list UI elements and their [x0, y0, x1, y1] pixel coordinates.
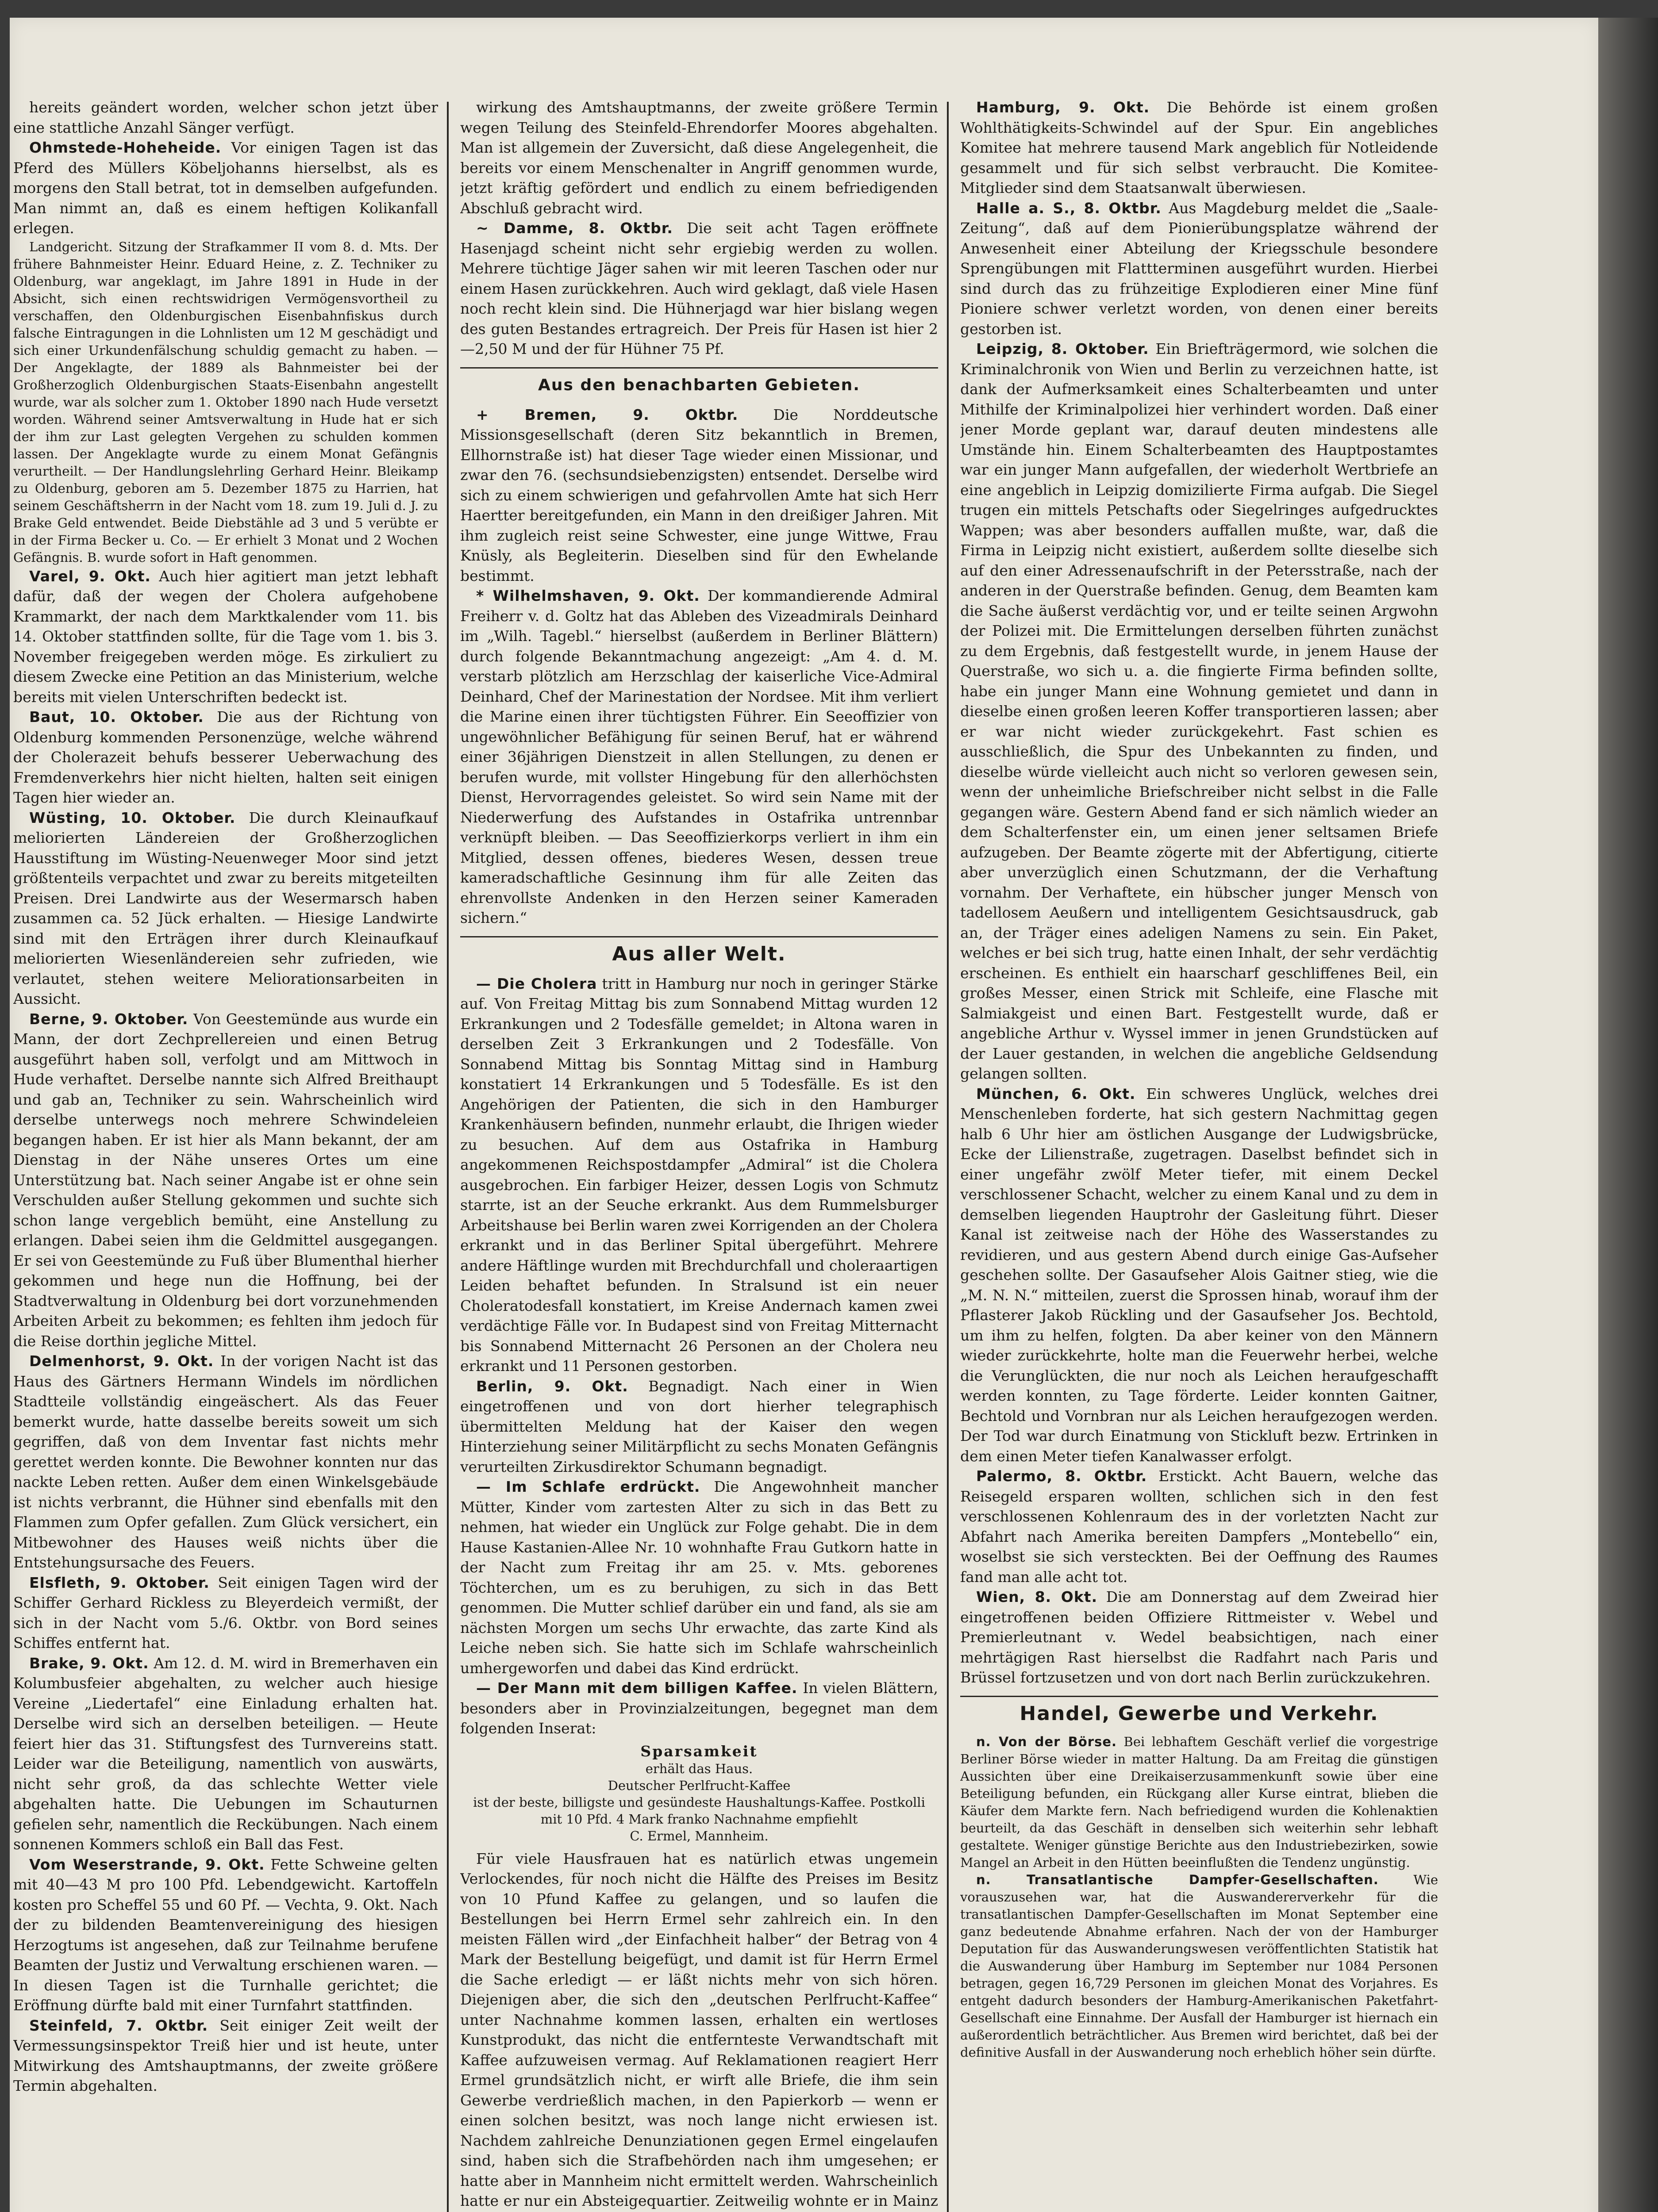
col1-article: Vom Weserstrande, 9. Okt. Fette Schweine gelten mit 40—43 M pro 100 Pfd. Lebendgewicht. Kartoffeln kosten pro Scheffel 55 und 60 Pf. — Vechta, 9. Okt. Nach der zu bildenden Beamtenvereinigung des hiesigen Herzogtums ist angesehen, daß zur Teilnahme berufene Beamten der Justiz und Verwaltung erschienen waren. — In diesen Tagen ist die Turnhalle gerichtet; die Eröffnung dürfte bald mit einer Turnfahrt stattfinden. — [13, 1855, 438, 2014]
col2-continued-text: Für viele Hausfrauen hat es natürlich etwas ungemein Verlockendes, für noch nicht die Hälfte des Preises im Besitz von 10 Pfund Kaffee zu gelangen, und so laufen die Bestellungen bei Herrn Ermel sehr zahlreich ein. In den meisten Fällen wird „der Einfachheit halber“ der Betrag von 4 Mark der Bestellung beigefügt, und damit ist für Herrn Ermel die Sache erledigt — er läßt nichts mehr von sich hören. Diejenigen aber, die sich den „deutschen Perlfrucht-Kaffee“ unter Nachnahme kommen lassen, erhalten ein wertloses Kunstprodukt, das nicht die entfernteste Verwandtschaft mit Kaffee aufzuweisen vermag. Auf Reklamationen reagiert Herr Ermel grundsätzlich nicht, er wirft alle Briefe, die ihm sein Gewerbe verdrießlich machen, in den Papierkorb — wenn er einen solchen besitzt, was noch lange nicht erwiesen ist. Nachdem zahlreiche Denunziationen gegen Ermel eingelaufen sind, haben sich die Strafbehörden nach ihm umgesehen; er hatte aber in Mannheim nicht ermittelt werden. Wahrscheinlich hatte er nur ein Absteigequartier. Zeitweilig wohnte er in Mainz — [460, 1850, 938, 2209]
ad-line: erhält das Haus. — [645, 1761, 753, 1776]
ad-title: Sparsamkeit — [640, 1742, 758, 1760]
ad-line: C. Ermel, Mannheim. — [630, 1828, 769, 1843]
col1-article: Steinfeld, 7. Oktbr. Seit einiger Zeit weilt der Vermessungsinspektor Treiß hier und ist heute, unter Mitwirkung des Amtshauptmanns, der zweite größere Termin abgehalten. — [13, 2016, 438, 2094]
col1-article: Delmenhorst, 9. Okt. In der vorigen Nacht ist das Haus des Gärtners Hermann Windels im nördlichen Stadtteile vollständig eingeäschert. Als das Feuer bemerkt wurde, hatte dasselbe bereits soweit um sich gegriffen, daß von dem Inventar fast nichts mehr gerettet werden konnte. Die Bewohner konnten nur das nackte Leben retten. Außer dem einen Winkelsgebäude ist nichts verbrannt, die Hühner sind ebenfalls mit den Flammen zum Opfer gefallen. Zum Glück versichert, ein Mitbewohner des Hauses weiß nichts über die Entstehungsursache des Feuers. — [13, 1352, 438, 1571]
col1-article: Varel, 9. Okt. Auch hier agitiert man jetzt lebhaft dafür, daß der wegen der Cholera aufgehobene Krammarkt, der nach dem Marktkalender vom 11. bis 14. Oktober stattfinden sollte, für die Tage vom 1. bis 3. November freigegeben werden möge. Es zirkuliert zu diesem Zwecke eine Petition an das Ministerium, welche bereits mit vielen Unterschriften bedeckt ist. — [13, 567, 438, 706]
col3-article: n. Von der Börse. Bei lebhaftem Geschäft verlief die vorgestrige Berliner Börse wieder in matter Haltung. Da am Freitag die günstigen Aussichten über eine Dreikaiserzusammenkunft sowie über eine Beteiligung befunden, ein Rückgang aller Kurse eintrat, blieben die Käufer dem Markte fern. Nach befriedigend wurden die Kohlenaktien beurteilt, da das Geschäft in denselben sich weiterhin sehr lebhaft gestaltete. Weniger günstige Berichte aus den Industriebezirken, sowie Mangel an Arbeit in den Hütten beeinflußten die Tendenz ungünstig. — [960, 1734, 1438, 1870]
col1-article: Elsfleth, 9. Oktober. Seit einigen Tagen wird der Schiffer Gerhard Rickless zu Bleyerdeich vermißt, der sich in der Nacht vom 5./6. Oktbr. von Bord seines Schiffes entfernt hat. — [13, 1574, 438, 1651]
col2-article: * Wilhelmshaven, 9. Okt. Der kommandierende Admiral Freiherr v. d. Goltz hat das Ableben des Vizeadmirals Deinhard im „Wilh. Tagebl.“ hierselbst (außerdem in Berliner Blättern) durch folgende Bekanntmachung angezeigt: „Am 4. d. M. verstarb plötzlich am Herzschlag der kaiserliche Vice-Admiral Deinhard, Chef der Marinestation der Nordsee. Mit ihm verliert die Marine einen ihrer tüchtigsten Führer. Ein Seeoffizier von ungewöhnlicher Befähigung für seinen Beruf, hat er während einer 36jährigen Dienstzeit in allen Stellungen, zu denen er berufen wurde, mit vollster Hingebung für den allerhöchsten Dienst, Hervorragendes geleistet. So wird sein Name mit der Niederwerfung des Aufstandes in Ostafrika untrennbar verknüpft bleiben. — Das Seeoffizierkorps verliert in ihm ein Mitglied, dessen offenes, biederes Wesen, dessen treue kameradschaftliche Gesinnung ihm für alle Zeiten das ehrenvollste Andenken in den Herzen seiner Kameraden sichern.“ — [460, 587, 938, 926]
col1-article: Baut, 10. Oktober. Die aus der Richtung von Oldenburg kommenden Personenzüge, welche während der Cholerazeit behufs besserer Ueberwachung des Fremdenverkehrs hier nicht hielten, halten seit einigen Tagen hier wieder an. — [13, 708, 438, 806]
section-heading-nachbarten-gebieten: Aus den benachbarten Gebieten. — [460, 367, 938, 399]
ad-line: ist der beste, billigste und gesündeste Haushaltungs-Kaffee. Postkolli — [473, 1794, 925, 1810]
col3-article: Hamburg, 9. Okt. Die Behörde ist einem großen Wohlthätigkeits-Schwindel auf der Spur. Ein angebliches Komitee hat mehrere tausend Mark angeblich für Notleidende gesammelt und für sich selbst verbraucht. Die Komitee-Mitglieder sind dem Staatsanwalt überwiesen. — [960, 99, 1438, 196]
col2-article: — Der Mann mit dem billigen Kaffee. In vielen Blättern, besonders aber in Provinzialzeitungen, begegnet man dem folgenden Inserat: — [460, 1679, 938, 1737]
col1-article: Ohmstede-Hoheheide. Vor einigen Tagen ist das Pferd des Müllers Köbeljohanns hierselbst, als es morgens den Stall betrat, tot in demselben aufgefunden. Man nimmt an, daß es einem heftigen Kolikanfall erlegen. — [13, 139, 438, 237]
col2-article: — Die Cholera tritt in Hamburg nur noch in geringer Stärke auf. Von Freitag Mittag bis zum Sonnabend Mittag wurden 12 Erkrankungen und 2 Todesfälle gemeldet; in Altona waren in derselben Zeit 3 Erkrankungen und 2 Todesfälle. Von Sonnabend Mittag bis Sonntag Mittag sind in Hamburg konstatiert 14 Erkrankungen und 5 Todesfälle. Es ist den Angehörigen der Patienten, die sich in den Hamburger Krankenhäusern befinden, nunmehr erlaubt, die Ihrigen wieder zu besuchen. Auf dem aus Ostafrika in Hamburg angekommenen Reichspostdampfer „Admiral“ ist die Cholera ausgebrochen. Ein farbiger Heizer, dessen Logis von Schmutz starrte, ist an der Seuche erkrankt. Aus dem Rummelsburger Arbeitshause bei Berlin waren zwei Korrigenden an der Cholera erkrankt und in das Berliner Spital übergeführt. Mehrere andere Häftlinge wurden mit Brechdurchfall und choleraartigen Leiden behaftet befunden. In Stralsund ist ein neuer Choleratodesfall konstatiert, im Kreise Andernach kamen zwei verdächtige Fälle vor. In Budapest sind von Freitag Mitternacht bis Sonnabend Mitternacht 26 Personen an der Cholera neu erkrankt und 11 Personen gestorben. — [460, 975, 938, 1375]
column-2 — [460, 97, 938, 2212]
col3-article: Halle a. S., 8. Oktbr. Aus Magdeburg meldet die „Saale-Zeitung“, daß auf dem Pionierübungsplatze während der Anwesenheit einer Abteilung der Kriegsschule besondere Sprengübungen mit Flattterminen ausgeführt wurden. Hierbei sind durch das zu frühzeitige Explodieren einer Mine fünf Pioniere schwer verletzt worden, von denen einer bereits gestorben ist. — [960, 199, 1438, 338]
col1-article: Brake, 9. Okt. Am 12. d. M. wird in Bremerhaven ein Kolumbusfeier abgehalten, zu welcher auch hiesige Vereine „Liedertafel“ eine Einladung erhalten hat. Derselbe wird sich an derselben beteiligen. — Heute feiert hier das 31. Stiftungsfest des Turnvereins statt. Leider war die Beteiligung, namentlich von auswärts, nicht sehr groß, da das schlechte Wetter viele abgehalten hatte. Die Uebungen im Schauturnen gefielen sehr, namentlich die Reckübungen. Nach einem sonnenen Kommers schloß ein Ball das Fest. — [13, 1654, 438, 1853]
col2-article: — Im Schlafe erdrückt. Die Angewohnheit mancher Mütter, Kinder vom zartesten Alter zu sich in das Bett zu nehmen, hat wieder ein Unglück zur Folge gehabt. Die in dem Hause Kastanien-Allee Nr. 10 wohnhafte Frau Gutkorn hatte in der Nacht zum Freitag ihr am 25. v. Mts. geborenes Töchterchen, um es zu beruhigen, zu sich in das Bett genommen. Die Mutter schlief darüber ein und fand, als sie am nächsten Morgen um sechs Uhr erwachte, das zarte Kind als Leiche neben sich. Sie hatte sich im Schlafe wahrscheinlich umhergeworfen und dabei das Kind erdrückt. — [460, 1478, 938, 1677]
page-edge — [1598, 18, 1658, 2212]
ad-line: Deutscher Perlfrucht-Kaffee — [608, 1778, 791, 1793]
col2-article: Berlin, 9. Okt. Begnadigt. Nach einer in Wien eingetroffenen und von dort hierher telegraphisch übermittelten Meldung hat der Kaiser den wegen Hinterziehung seiner Militärpflicht zu sechs Monaten Gefängnis verurteilten Zirkusdirektor Schumann begnadigt. — [460, 1377, 938, 1475]
column-3 — [960, 97, 1438, 2061]
col1-article: Berne, 9. Oktober. Von Geestemünde aus wurde ein Mann, der dort Zechprellereien und einen Betrug ausgeführt haben soll, verfolgt und am Mittwoch in Hude verhaftet. Derselbe nannte sich Alfred Breithaupt und gab an, Techniker zu sein. Wahrscheinlich wird derselbe unterwegs noch mehrere Schwindeleien begangen haben. Er ist hier als Mann bekannt, der am Dienstag in der Nähe unseres Ortes um eine Unterstützung bat. Nach seiner Angabe ist er ohne sein Verschulden außer Stellung gekommen und suchte sich schon lange vergeblich bemüht, eine Anstellung zu erlangen. Dabei seien ihm die Geldmittel ausgegangen. Er sei von Geestemünde zu Fuß über Blumenthal hierher gekommen und hege nun die Hoffnung, bei der Stadtverwaltung in Oldenburg bei dort vorzunehmenden Arbeiten Arbeit zu bekommen; es fehlten ihm jedoch für die Reise dorthin jegliche Mittel. — [13, 1010, 438, 1350]
col1-court-report: Landgericht. Sitzung der Strafkammer II vom 8. d. Mts. Der frühere Bahnmeister Heinr. Eduard Heine, z. Z. Techniker zu Oldenburg, war angeklagt, im Jahre 1891 in Hude in der Absicht, sich einen rechtswidrigen Vermögensvortheil zu verschaffen, den Oldenburgischen Eisenbahnfiskus durch falsche Eintragungen in die Lohnlisten um 12 M geschädigt und sich einer Urkundenfälschung schuldig gemacht zu haben. — Der Angeklagte, der 1889 als Bahnmeister bei der Großherzoglich Oldenburgischen Staats-Eisenbahn angestellt wurde, war als solcher zum 1. Oktober 1890 nach Hude versetzt worden. Während seiner Amtsverwaltung in Hude hat er sich der ihm zur Last gelegten Vergehen zu schulden kommen lassen. Der Angeklagte wurde zu einem Monat Gefängnis verurtheilt. — Der Handlungslehrling Gerhard Heinr. Bleikamp zu Oldenburg, geboren am 5. Dezember 1875 zu Harrien, hat seinem Geschäftsherrn in der Nacht vom 18. zum 19. Juli d. J. zu Brake Geld entwendet. Beide Diebstähle ad 3 und 5 verübte er in der Firma Becker u. Co. — Er erhielt 3 Monat und 2 Wochen Gefängnis. B. wurde sofort in Haft genommen. — [13, 239, 438, 565]
column-1 — [13, 97, 438, 2096]
column-rule — [947, 102, 949, 2212]
section-heading-handel-gewerbe-verkehr: Handel, Gewerbe und Verkehr. — [960, 1696, 1438, 1727]
col3-article: Palermo, 8. Oktbr. Erstickt. Acht Bauern, welche das Reisegeld ersparen wollten, schlichen sich in den fest verschlossenen Kohlenraum des in der vorletzten Nacht zur Abfahrt nach Amerika bereiten Dampfers „Montebello“ ein, woselbst sie sich versteckten. Bei der Oeffnung des Raumes fand man alle acht tot. — [960, 1467, 1438, 1586]
section-heading-aus-aller-welt: Aus aller Welt. — [460, 936, 938, 968]
col2-continued-text: wirkung des Amtshauptmanns, der zweite größere Termin wegen Teilung des Steinfeld-Ehrendorfer Moores abgehalten. Man ist allgemein der Zuversicht, daß diese Angelegenheit, die bereits vor einem Menschenalter in Angriff genommen wurde, jetzt kräftig gefördert und endlich zu einem befriedigenden Abschluß gebracht wird. — [460, 99, 938, 217]
col1-intro: hereits geändert worden, welcher schon jetzt über eine stattliche Anzahl Sänger verfügt. — [13, 99, 438, 136]
col1-article: Wüsting, 10. Oktober. Die durch Kleinaufkauf meliorierten Ländereien der Großherzoglichen Hausstiftung im Wüsting-Neuenweger Moor sind jetzt größtenteils verpachtet und zwar zu bereits mitgeteilten Preisen. Drei Landwirte aus der Wesermarsch haben zusammen ca. 52 Jück erhalten. — Hiesige Landwirte sind mit den Erträgen ihrer durch Kleinaufkauf meliorierten Wiesenländereien sehr zufrieden, wie verlautet, stehen weitere Meliorationsarbeiten in Aussicht. — [13, 809, 438, 1007]
col2-article: ~ Damme, 8. Oktbr. Die seit acht Tagen eröffnete Hasenjagd scheint nicht sehr ergiebig werden zu wollen. Mehrere tüchtige Jäger sahen wir mit leeren Taschen oder nur einem Hasen zurückkehren. Auch wird geklagt, daß viele Hasen noch recht klein sind. Die Hühnerjagd war hier bislang wegen des guten Bestandes ertragreich. Der Preis für Hasen ist hier 2—2,50 M und der für Hühner 75 Pf. — [460, 219, 938, 357]
advertisement — [460, 1743, 938, 1844]
col3-article: n. Transatlantische Dampfer-Gesellschaften. Wie vorauszusehen war, hat die Auswandererverkehr für die transatlantischen Dampfer-Gesellschaften im Monat September eine ganz bedeutende Abnahme erfahren. Nach der von der Hamburger Deputation für das Auswanderungswesen veröffentlichten Statistik hat die Auswanderung über Hamburg im September nur 1084 Personen betragen, gegen 16,729 Personen im gleichen Monat des Vorjahres. Es entgeht dadurch besonders der Hamburg-Amerikanischen Paketfahrt-Gesellschaft eine Einnahme. Der Ausfall der Hamburger ist hiernach ein außerordentlich beträchtlicher. Aus Bremen wird berichtet, daß bei der definitive Ausfall in der Auswanderung noch erheblich höher sein dürfte. — [960, 1872, 1438, 2060]
col3-article: Leipzig, 8. Oktober. Ein Briefträgermord, wie solchen die Kriminalchronik von Wien und Berlin zu verzeichnen hatte, ist dank der Aufmerksamkeit eines Schalterbeamten und unter Mithilfe der Kriminalpolizei hier verhindert worden. Daß einer jener Morde geplant war, darauf deuten mindestens alle Umstände hin. Einem Schalterbeamten des Hauptpostamtes war ein junger Mann aufgefallen, der wiederholt Wertbriefe an eine angeblich in Leipzig domizilierte Firma aufgab. Die Siegel trugen ein mittels Petschafts oder Siegelringes aufgedrucktes Wappen; was aber besonders auffallen mußte, war, daß die Firma in Leipzig nicht existiert, außerdem sollte dieselbe sich auf den einer Adressenaufschrift in der Petersstraße, nach der anderen in der Querstraße befinden. Genug, dem Beamten kam die Sache äußerst verdächtig vor, und er teilte seinen Argwohn der Polizei mit. Die Ermittelungen derselben führten zunächst zu dem Ergebnis, daß festgestellt wurde, in jenem Hause der Querstraße, wo sich u. a. die fingierte Firma befinden sollte, habe ein junger Mann eine Wohnung gemietet und dann in dieselbe einen großen leeren Koffer transportieren lassen; aber er war nicht wieder zurückgekehrt. Fast schien es ausschließlich, die Spur des Unbekannten zu finden, und dieselbe würde vielleicht auch nicht so verloren gewesen sein, wenn der unheimliche Briefschreiber nicht selbst in die Falle gegangen wäre. Gestern Abend fand er sich nämlich wieder an dem Schalterfenster ein, um einen jener seltsamen Briefe aufzugeben. Der Beamte zögerte mit der Abfertigung, citierte aber unverzüglich einen Schutzmann, der die Verhaftung vornahm. Der Verhaftete, ein hübscher junger Mensch von tadellosem Aeußern und intelligentem Gesichtsausdruck, gab an, der Träger eines adeligen Namens zu sein. Ein Paket, welches er bei sich trug, hatte einen Inhalt, der sehr verdächtig erscheinen. Es enthielt ein haarscharf geschliffenes Beil, ein großes Messer, einen Strick mit Schleife, eine Flasche mit Salmiakgeist und einen Bart. Festgestellt wurde, daß er angebliche Arthur v. Wyssel immer in jenen Grundstücken auf der Lauer gestanden, in welchen die angebliche Geldsendung gelangen sollten. — [960, 340, 1438, 1082]
col3-article: Wien, 8. Okt. Die am Donnerstag auf dem Zweirad hier eingetroffenen beiden Offiziere Rittmeister v. Webel und Premierleutnant v. Wedel beabsichtigen, nach einer mehrtägigen Rast hierselbst die Radfahrt nach Paris und Brüssel fortzusetzen und von dort nach Berlin zurückzukehren. — [960, 1588, 1438, 1686]
col2-article: + Bremen, 9. Oktbr. Die Norddeutsche Missionsgesellschaft (deren Sitz bekanntlich in Bremen, Ellhornstraße ist) hat dieser Tage wieder einen Missionar, und zwar den 76. (sechsundsiebenzigsten) entsendet. Derselbe wird sich zu einem schwierigen und gefahrvollen Amte hat sich Herr Haertter bereitgefunden, ein Mann in den dreißiger Jahren. Mit ihm zugleich reist seine Schwester, eine junge Wittwe, Frau Knüsly, als Begleiterin. Dieselben sind für den Ewhelande bestimmt. — [460, 406, 938, 584]
col3-article: München, 6. Okt. Ein schweres Unglück, welches drei Menschenleben forderte, hat sich gestern Nachmittag gegen halb 6 Uhr hier am östlichen Ausgange der Ludwigsbrücke, Ecke der Lilienstraße, zugetragen. Daselbst befindet sich in einer ungefähr zwölf Meter tiefer, mit einem Deckel verschlossener Schacht, welcher zu einem Kanal und zu dem in demselben liegenden Hauptrohr der Gasleitung führt. Dieser Kanal ist zeitweise nach der Höhe des Wasserstandes zu revidieren, und aus gestern Abend durch einige Gas-Aufseher geschehen sollte. Der Gasaufseher Alois Gaitner stieg, wie die „M. N. N.“ mitteilen, zuerst die Sprossen hinab, worauf ihm der Pflasterer Jakob Rückling und der Gasaufseher Jos. Bechtold, um ihm zu helfen, folgten. Da aber keiner von den Männern wieder zurückkehrte, holte man die Feuerwehr herbei, welche die Verunglückten, die nur noch als Leichen heraufgeschafft werden konnten, zu Tage förderte. Leider konnten Gaitner, Bechtold und Vornbran nur als Leichen heraufgezogen werden. Der Tod war durch Einatmung von Stickluft bezw. Ertrinken in dem einen Meter tiefen Kanalwasser erfolgt. — [960, 1085, 1438, 1465]
ad-line: mit 10 Pfd. 4 Mark franko Nachnahme empfiehlt — [540, 1811, 858, 1827]
column-rule — [447, 102, 449, 2212]
